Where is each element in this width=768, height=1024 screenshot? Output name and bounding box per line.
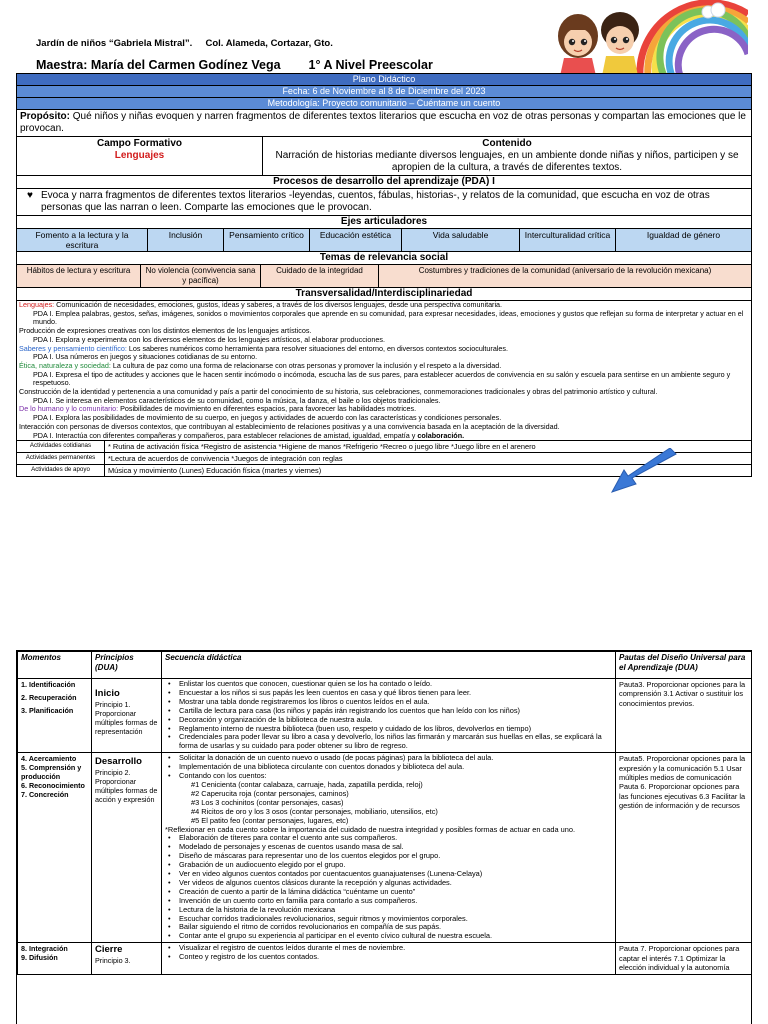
- trans-line: Producción de expresiones creativas con los distintos elementos de los lenguajes artísticos.: [19, 326, 312, 336]
- activity-text: * Rutina de activación física *Registro de asistencia *Higiene de manos *Refrigerio *Recreo o juego libre *Juego libre en el arenero: [105, 440, 751, 452]
- list-item: • Credenciales para poder llevar su libro a casa y devolverlo, los niños las firmarán y marcarán sus huellas en ellas, se explicará la forma de usarlas y su cuidado para poder obtener su libro de regreso.: [165, 733, 612, 751]
- list-item: #4 Ricitos de oro y los 3 osos (contar personajes, mobiliario, utensilios, etc): [191, 806, 438, 816]
- list-item: • Solicitar la donación de un cuento nuevo o usado (de pocas páginas) para la biblioteca del aula.: [165, 754, 612, 763]
- school-name: Jardín de niños “Gabriela Mistral”. Col. Alameda, Cortazar, Gto.: [36, 38, 333, 49]
- didactic-plan-table: [16, 73, 752, 477]
- principio-text: Principio 3.: [95, 956, 131, 966]
- list-item: • Decoración y organización de la biblioteca de nuestra aula.: [165, 716, 612, 725]
- field-label-etica: Ética, naturaleza y sociedad:: [19, 360, 111, 370]
- trans-text: PDA I. Interactúa con diferentes compañeras y compañeros, para establecer relaciones de amistad, igualdad, empatía y: [33, 430, 418, 440]
- activity-label: Actividades permanentes: [17, 452, 105, 464]
- list-item: #3 Los 3 cochinitos (contar personajes, casas): [191, 797, 344, 807]
- list-item: • Enlistar los cuentos que conocen, cuestionar quien se los ha contado o leído.: [165, 680, 612, 689]
- list-item: • Visualizar el registro de cuentos leídos durante el mes de noviembre.: [165, 944, 612, 953]
- transversality-title: Transversalidad/Interdisciplinariedad: [17, 288, 751, 301]
- principio-title: Cierre: [95, 944, 123, 956]
- list-item: • Modelado de personajes y escenas de cuentos usando masa de sal.: [165, 843, 612, 852]
- momento: 3. Planificación: [21, 706, 74, 715]
- campo-label: Campo Formativo: [96, 138, 182, 149]
- campo-contenido-row: [17, 137, 751, 176]
- momentos-cell: [18, 679, 92, 753]
- pautas-cell: Pauta5. Proporcionar opciones para la expresión y la comunicación 5.1 Usar múltiples medios de comunicación Pauta 6. Proporcionar opciones para las funciones ejecutivas 6.3 Facilitar la gestión de información y de recursos: [616, 753, 752, 943]
- sequence-table: [17, 651, 752, 975]
- momento: 9. Difusión: [21, 953, 58, 963]
- pda-text: Evoca y narra fragmentos de diferentes textos literarios -leyendas, cuentos, fábulas, historias-, y relatos de la comunidad, que escucha en voz de otras personas que las narran o leen. Comparte las emociones que le provocan.: [41, 190, 710, 213]
- activity-label: Actividades cotidianas: [17, 440, 105, 452]
- momentos-cell: [18, 753, 92, 943]
- eje-cell: Inclusión: [148, 229, 224, 251]
- list-item: • Grabación de un audiocuento elegido por el grupo.: [165, 861, 612, 870]
- tema-cell: Cuidado de la integridad: [261, 265, 379, 287]
- list-item: • Contando con los cuentos:: [165, 772, 612, 781]
- momento: 2. Recuperación: [21, 693, 77, 702]
- header-pautas: Pautas del Diseño Universal para el Aprendizaje (DUA): [616, 652, 752, 679]
- list-item: • Contar ante el grupo su experiencia al participar en el evento cívico cultural de nuestra escuela.: [165, 932, 612, 941]
- list-item: • Ver en video algunos cuentos contados por cuentacuentos guanajuatenses (Lunena-Celaya): [165, 870, 612, 879]
- list-item: • Lectura de la historia de la revolución mexicana: [165, 906, 612, 915]
- activity-list: [165, 680, 612, 751]
- activity-text: *Lectura de acuerdos de convivencia *Juegos de integración con reglas: [105, 452, 751, 464]
- table-row: [18, 753, 752, 943]
- list-item: • Diseño de máscaras para representar uno de los cuentos elegidos por el grupo.: [165, 852, 612, 861]
- table-header-row: [18, 652, 752, 679]
- trans-line: PDA I. Explora y experimenta con los diversos elementos de los lenguajes artísticos, al elaborar producciones.: [33, 334, 385, 344]
- list-item: • Elaboración de títeres para contar el cuento ante sus compañeros.: [165, 834, 612, 843]
- activity-text: Música y movimiento (Lunes) Educación física (martes y viernes): [105, 464, 751, 476]
- principio-text: Principio 1. Proporcionar múltiples formas de representación: [95, 700, 158, 736]
- principio-title: Desarrollo: [95, 756, 142, 768]
- contenido-label: Contenido: [482, 138, 532, 149]
- eje-cell: Educación estética: [310, 229, 402, 251]
- list-item: • Mostrar una tabla donde registraremos los libros o cuentos leídos en el aula.: [165, 698, 612, 707]
- table-row: [18, 679, 752, 753]
- activity-list: [165, 944, 612, 962]
- contenido-cell: [263, 137, 751, 175]
- temas-row: [17, 265, 751, 288]
- trans-line: [19, 432, 749, 441]
- page-header: [0, 0, 768, 75]
- pda-item: [17, 189, 751, 216]
- list-item: • Invención de un cuento corto en familia para contarlo a sus compañeros.: [165, 897, 612, 906]
- plan-dates: Fecha: 6 de Noviembre al 8 de Diciembre del 2023: [17, 86, 751, 98]
- eje-cell: Pensamiento crítico: [224, 229, 310, 251]
- list-item: • Encuestar a los niños si sus papás les leen cuentos en casa y qué libros tienen para leer.: [165, 689, 612, 698]
- eje-cell: Fomento a la lectura y la escritura: [17, 229, 148, 251]
- trans-line: Interacción con personas de diversos contextos, que contribuyan al establecimiento de relaciones positivas y a una convivencia basada en la aceptación de la diversidad.: [19, 421, 560, 431]
- grade-level: 1° A Nivel Preescolar: [308, 58, 433, 72]
- principio-cell: [92, 679, 162, 753]
- ejes-row: [17, 229, 751, 252]
- list-item: • Ver videos de algunos cuentos clásicos durante la recepción y algunas actividades.: [165, 879, 612, 888]
- list-item: • Conteo y registro de los cuentos contados.: [165, 953, 612, 962]
- pointer-arrow-icon: [602, 448, 682, 500]
- header-secuencia: Secuencia didáctica: [162, 652, 616, 679]
- pautas-cell: Pauta3. Proporcionar opciones para la comprensión 3.1 Activar o sustituir los conocimientos previos.: [616, 679, 752, 753]
- principio-title: Inicio: [95, 688, 120, 699]
- eje-cell: Vida saludable: [402, 229, 520, 251]
- momento: 5. Comprensión y producción: [21, 763, 82, 782]
- momento: 7. Concreción: [21, 790, 69, 800]
- tema-cell: Costumbres y tradiciones de la comunidad (aniversario de la revolución mexicana): [418, 266, 712, 275]
- activity-label: Actividades de apoyo: [17, 464, 105, 476]
- momento: 8. Integración: [21, 944, 68, 954]
- sequence-table-section: [16, 650, 752, 1024]
- principio-cell: [92, 753, 162, 943]
- principio-text: Principio 2. Proporcionar múltiples formas de acción y expresión: [95, 768, 158, 805]
- table-row: [18, 943, 752, 974]
- field-label-humano: De lo humano y lo comunitario:: [19, 404, 119, 414]
- purpose-row: [17, 110, 751, 137]
- list-item: • Creación de cuento a partir de la lámina didáctica “cuéntame un cuento”: [165, 888, 612, 897]
- list-item: #5 El patito feo (contar personajes, lugares, etc): [191, 815, 349, 825]
- tema-cell: No violencia (convivencia sana y pacífica): [141, 265, 261, 287]
- plan-methodology: Metodología: Proyecto comunitario – Cuéntame un cuento: [17, 98, 751, 110]
- plan-title: Plano Didáctico: [17, 74, 751, 86]
- campo-value: Lenguajes: [114, 150, 165, 161]
- list-item: • Reglamento interno de nuestra biblioteca (buen uso, respeto y cuidado de los libros, devolverlos en tiempo): [165, 725, 612, 734]
- campo-cell: [17, 137, 263, 175]
- pautas-cell: Pauta 7. Proporcionar opciones para captar el interés 7.1 Optimizar la elección individual y la autonomía: [616, 943, 752, 974]
- momento: 4. Acercamiento: [21, 754, 77, 764]
- field-label-lenguajes: Lenguajes:: [19, 300, 55, 309]
- pda-title: Procesos de desarrollo del aprendizaje (PDA) I: [17, 176, 751, 189]
- trans-line: PDA I. Expresa el tipo de actitudes y acciones que le hacen sentir incómodo o incómoda, escucha las de sus pares, para establecer acuerdos de convivencia en su salón y escuela para sentirse en un ambiente seguro y respetuoso.: [33, 369, 731, 388]
- momentos-cell: [18, 943, 92, 974]
- trans-line: PDA I. Explora las posibilidades de movimiento de su cuerpo, en juegos y actividades de acuerdo con las características y condiciones personales.: [33, 413, 502, 423]
- list-item: • Bailar siguiendo el ritmo de corridos revolucionarios en compañía de sus papás.: [165, 923, 612, 932]
- secuencia-cell: [162, 679, 616, 753]
- activity-list: [165, 754, 612, 941]
- trans-line: Construcción de la identidad y pertenencia a una comunidad y país a partir del conocimiento de su historia, sus celebraciones, conmemoraciones tradicionales y obras del patrimonio artístico y cultural.: [19, 387, 658, 397]
- ejes-title: Ejes articuladores: [17, 216, 751, 229]
- header-principios: Principios (DUA): [92, 652, 162, 679]
- trans-line: PDA I. Emplea palabras, gestos, señas, imágenes, sonidos o movimientos corporales que aprende en su comunidad, para expresar necesidades, ideas, emociones y gustos que reflejan su forma de interpretar y actuar en el mundo.: [33, 308, 744, 327]
- temas-title: Temas de relevancia social: [17, 252, 751, 265]
- trans-text: Comunicación de necesidades, emociones, gustos, ideas y saberes, a través de los diversos lenguajes, desde una perspectiva comunitaria.: [54, 300, 503, 309]
- purpose-label: Propósito:: [20, 111, 70, 122]
- eje-cell: Igualdad de género: [646, 230, 721, 240]
- teacher-name: Maestra: María del Carmen Godínez Vega: [36, 58, 281, 72]
- list-item: *Reflexionar en cada cuento sobre la importancia del cuidado de nuestra integridad y posibles formas de actuar en cada uno.: [165, 824, 576, 834]
- kids-rainbow-illustration: [548, 0, 748, 76]
- trans-line: PDA I. Se interesa en elementos característicos de su comunidad, como la música, la danza, el baile o los objetos tradicionales.: [33, 395, 441, 405]
- principio-cell: [92, 943, 162, 974]
- trans-bold-text: colaboración.: [417, 430, 465, 440]
- secuencia-cell: [162, 943, 616, 974]
- momento: 6. Reconocimiento: [21, 781, 85, 791]
- momento: 1. Identificación: [21, 680, 76, 689]
- list-item: • Cartilla de lectura para casa (los niños y papás irán registrando los cuentos que han leído con los niños): [165, 707, 612, 716]
- contenido-value: Narración de historias mediante diversos lenguajes, en un ambiente donde niñas y niños, participen y se apropien de la cultura, a través de diferentes textos.: [275, 150, 739, 173]
- purpose-text: Qué niños y niñas evoquen y narren fragmentos de diferentes textos literarios que escucha en voz de otras personas y compartan las emociones que le provocan.: [20, 111, 746, 134]
- trans-line: PDA I. Usa números en juegos y situaciones cotidianas de su entorno.: [33, 352, 258, 362]
- secuencia-cell: [162, 753, 616, 943]
- header-momentos: Momentos: [18, 652, 92, 679]
- trans-text: Los saberes numéricos como herramienta para resolver situaciones del entorno, en diversos contextos socioculturales.: [126, 343, 509, 353]
- list-item: #1 Cenicienta (contar calabaza, carruaje, hada, zapatilla perdida, reloj): [191, 779, 423, 789]
- trans-text: Posibilidades de movimiento en diferentes espacios, para favorecer las habilidades motrices.: [118, 404, 417, 414]
- bullet-icon: ♥: [27, 190, 33, 201]
- field-label-saberes: Saberes y pensamiento científico:: [19, 343, 127, 353]
- tema-cell: Hábitos de lectura y escritura: [17, 265, 141, 287]
- list-item: • Escuchar corridos tradicionales revolucionarios, seguir ritmos y movimientos corporales.: [165, 915, 612, 924]
- teacher-line: [36, 58, 433, 72]
- list-item: #2 Caperucita roja (contar personajes, caminos): [191, 788, 349, 798]
- trans-text: La cultura de paz como una forma de relacionarse con otras personas y promover la inclusión y el respeto a la diversidad.: [110, 360, 502, 370]
- eje-cell: Interculturalidad crítica: [520, 229, 616, 251]
- list-item: • Implementación de una biblioteca circulante con cuentos donados y biblioteca del aula.: [165, 763, 612, 772]
- transversality-block: [17, 301, 751, 440]
